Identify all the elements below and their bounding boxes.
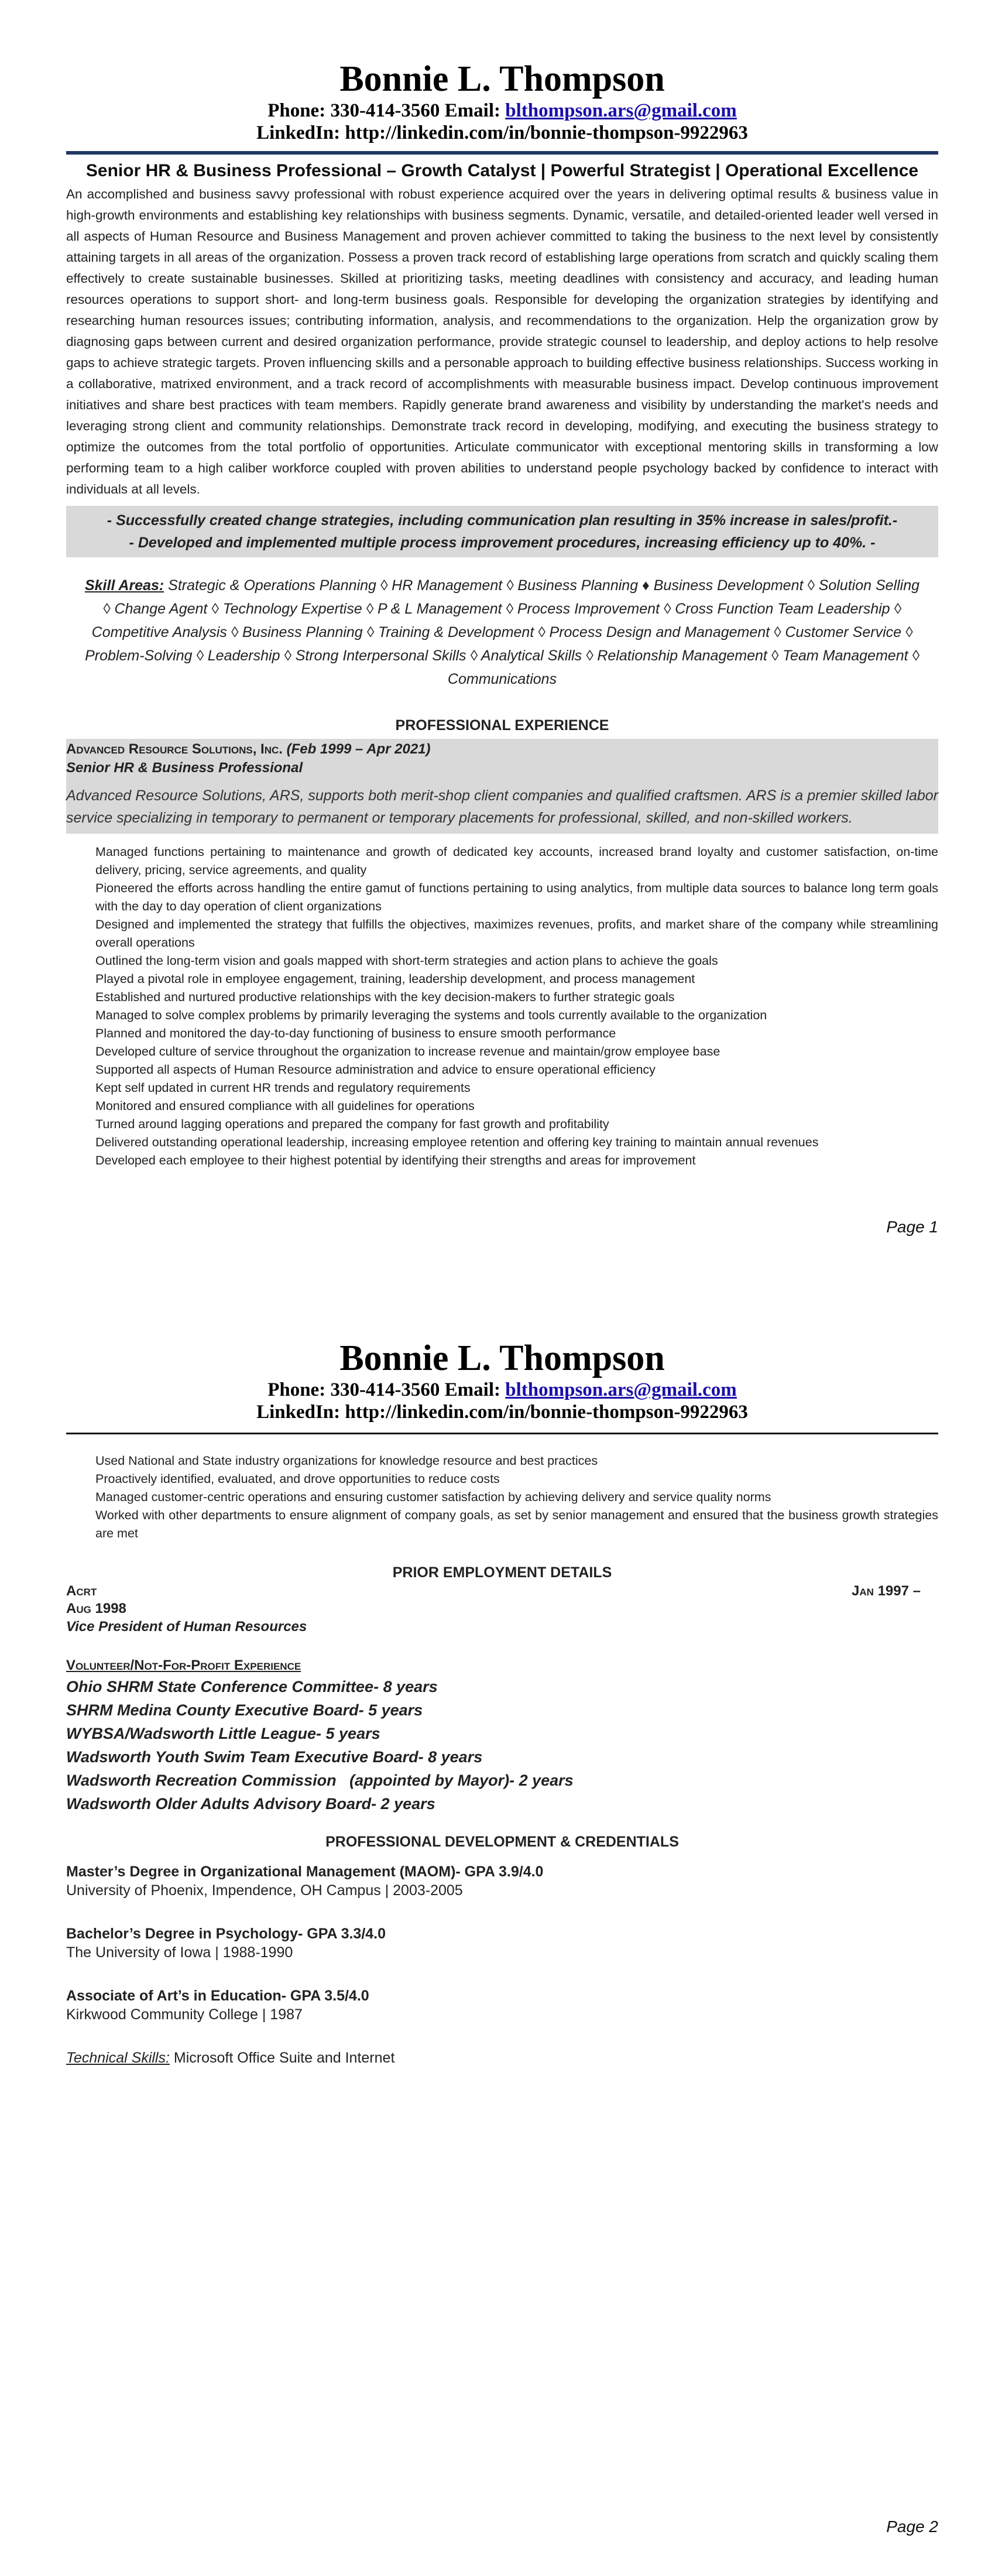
job-company [66,740,938,759]
header-divider [66,1433,938,1434]
job-dates: (Feb 1999 – Apr 2021) [282,741,431,757]
page-2-content [66,1338,938,2067]
volunteer-list [66,1675,938,1815]
volunteer-item: Ohio SHRM State Conference Committee- 8 years [66,1678,438,1695]
summary-paragraph: An accomplished and business savvy professional with robust experience acquired over the years in delivering optimal results & business value in high-growth environments and establishing key relationships with business segments. Dynamic, versatile, and detailed-oriented leader well versed in all aspects of Human Resource and Business Management and proven achiever committed to taking the business to the next level by consistently attaining targets in all areas of the organization. Possess a proven track record of establishing large operations from scratch and quickly scaling them effectively to create sustainable businesses. Skilled at prioritizing tasks, meeting deadlines with consistency and accuracy, and leading human resources operations to support short- and long-term business goals. Responsible for developing the organization strategies by identifying and researching human resources issues; contributing information, analysis, and recommendations to the organization. Help the organization grow by diagnosing gaps between current and desired organization performance, provide strategic counsel to leadership, and deploy actions to help resolve gaps to achieve strategic targets. Proven influencing skills and a personable approach to building effective business relationships. Success working in a collaborative, matrixed environment, and a track record of accomplishments with measurable business impact. Develop continuous improvement initiatives and share best practices with team members. Rapidly generate brand awareness and visibility by understanding the market's needs and leveraging strong client and community relationships. Demonstrate track record in developing, modifying, and executing the business strategy to optimize the outcomes from the total portfolio of opportunities. Articulate communicator with exceptional mentoring skills in transforming a low performing team to a high caliber workforce coupled with proven abilities to understand people psychology backed by confidence to interact with individuals at all levels. [66,187,938,496]
job-bullet: Played a pivotal role in employee engagement, training, leadership development, and process management [95,972,695,986]
technical-skills [66,2049,938,2067]
job-bullet: Turned around lagging operations and prepared the company for fast growth and profitability [95,1117,609,1131]
job-bullet: Kept self updated in current HR trends and regulatory requirements [95,1081,471,1095]
volunteer-title: Volunteer/Not-For-Profit Experience [66,1657,301,1673]
prior-role: Vice President of Human Resources [66,1619,307,1635]
company-name: Advanced Resource Solutions, Inc. [66,741,283,757]
job-bullet: Outlined the long-term vision and goals mapped with short-term strategies and action plans to achieve the goals [95,954,718,968]
skill-areas-list: Strategic & Operations Planning ◊ HR Management ◊ Business Planning ♦ Business Development ◊ Solution Selling ◊ Change Agent ◊ Technology Expertise ◊ P & L Management ◊ Process Improvement ◊ Cross Function Team Leadership ◊ Competitive Analysis ◊ Business Planning ◊ Training & Development ◊ Process Design and Management ◊ Customer Service ◊ Problem-Solving ◊ Leadership ◊ Strong Interpersonal Skills ◊ Analytical Skills ◊ Relationship Management ◊ Team Management ◊ Communications [85,577,920,687]
job-bullet: Delivered outstanding operational leadership, increasing employee retention and offering key training to maintain annual revenues [95,1135,819,1149]
job-bullet: Developed each employee to their highest potential by identifying their strengths and areas for improvement [95,1153,696,1167]
candidate-name: Bonnie L. Thompson [339,1338,665,1378]
job-bullet: Managed functions pertaining to maintenance and growth of dedicated key accounts, increased brand loyalty and customer satisfaction, on-time delivery, pricing, service agreements, and quality [95,845,938,877]
job-bullet: Managed customer-centric operations and ensuring customer satisfaction by achieving delivery and service quality norms [95,1490,771,1504]
degree: Bachelor’s Degree in Psychology- GPA 3.3/4.0 [66,1926,386,1942]
prior-job-row [66,1582,938,1600]
job-bullet: Designed and implemented the strategy that fulfills the objectives, maximizes revenues, profits, and market share of the company while streamlining overall operations [95,917,938,950]
job-bullets [66,843,938,1170]
job-header-box [66,739,938,834]
school: The University of Iowa | 1988-1990 [66,1944,293,1961]
contact-line [66,1379,938,1401]
highlight-item: - Developed and implemented multiple process improvement procedures, increasing efficiency up to 40%. - [129,535,876,551]
section-title-prior: PRIOR EMPLOYMENT DETAILS [392,1564,612,1581]
education-list [66,1862,938,2024]
highlights-box [66,506,938,557]
job-bullet: Pioneered the efforts across handling the entire gamut of functions pertaining to using analytics, from multiple data sources to balance long term goals with the day to day operation of client organizations [95,881,938,913]
header-divider [66,151,938,155]
phone-text: Phone: 330-414-3560 Email: [267,100,506,121]
page-number: Page 2 [886,2517,938,2536]
prior-company: Acrt [66,1583,97,1599]
section-title-experience: PROFESSIONAL EXPERIENCE [395,717,609,734]
page-1-content [66,59,938,1170]
job-bullet: Established and nurtured productive relationships with the key decision-makers to further strategic goals [95,990,675,1004]
prior-end-row [66,1600,938,1618]
job-bullet: Developed culture of service throughout the organization to increase revenue and maintain/grow employee base [95,1044,720,1059]
degree: Master’s Degree in Organizational Management (MAOM)- GPA 3.9/4.0 [66,1864,544,1880]
candidate-name: Bonnie L. Thompson [339,59,665,99]
technical-skills-value: Microsoft Office Suite and Internet [169,2050,395,2066]
contact-line [66,100,938,122]
job-bullet: Supported all aspects of Human Resource administration and advice to ensure operational efficiency [95,1063,656,1077]
phone-text: Phone: 330-414-3560 Email: [267,1379,506,1400]
volunteer-item: WYBSA/Wadsworth Little League- 5 years [66,1725,380,1742]
job-bullet: Proactively identified, evaluated, and drove opportunities to reduce costs [95,1472,500,1486]
volunteer-item: Wadsworth Older Adults Advisory Board- 2 years [66,1795,435,1813]
school: University of Phoenix, Impendence, OH Campus | 2003-2005 [66,1882,463,1899]
section-title-education: PROFESSIONAL DEVELOPMENT & CREDENTIALS [325,1834,679,1850]
prior-end: Aug 1998 [66,1601,126,1616]
job-role: Senior HR & Business Professional [66,760,303,776]
linkedin-line: LinkedIn: http://linkedin.com/in/bonnie-thompson-9922963 [256,122,748,143]
volunteer-item: Wadsworth Youth Swim Team Executive Board- 8 years [66,1748,483,1766]
job-bullet: Managed to solve complex problems by primarily leveraging the systems and tools currently available to the organization [95,1008,767,1022]
job-bullet: Monitored and ensured compliance with all guidelines for operations [95,1099,475,1113]
skill-areas [66,574,938,691]
email-link[interactable]: blthompson.ars@gmail.com [505,1379,737,1400]
job-bullet: Used National and State industry organizations for knowledge resource and best practices [95,1454,598,1468]
linkedin-line: LinkedIn: http://linkedin.com/in/bonnie-thompson-9922963 [256,1402,748,1423]
job-bullet: Worked with other departments to ensure alignment of company goals, as set by senior management and ensured that the business growth strategies are met [95,1508,938,1540]
page-2 [0,1300,995,2576]
job-description: Advanced Resource Solutions, ARS, supports both merit-shop client companies and qualified craftsmen. ARS is a premier skilled labor service specializing in temporary to permanent or temporary placements for professional, skilled, and non-skilled workers. [66,787,938,826]
volunteer-item: Wadsworth Recreation Commission (appointed by Mayor)- 2 years [66,1772,574,1789]
degree: Associate of Art’s in Education- GPA 3.5/4.0 [66,1988,369,2004]
prior-start: Jan 1997 – [852,1583,921,1599]
skill-areas-label: Skill Areas: [84,577,164,594]
job-bullet: Planned and monitored the day-to-day functioning of business to ensure smooth performance [95,1026,616,1040]
highlight-item: - Successfully created change strategies, including communication plan resulting in 35% increase in sales/profit.- [107,512,898,529]
school: Kirkwood Community College | 1987 [66,2006,303,2023]
headline: Senior HR & Business Professional – Growth Catalyst | Powerful Strategist | Operational Excellence [85,161,919,180]
job-bullets-continued [66,1452,938,1543]
technical-skills-label: Technical Skills: [66,2050,170,2066]
volunteer-item: SHRM Medina County Executive Board- 5 years [66,1701,423,1719]
page-number: Page 1 [886,1218,938,1236]
email-link[interactable]: blthompson.ars@gmail.com [505,100,737,121]
